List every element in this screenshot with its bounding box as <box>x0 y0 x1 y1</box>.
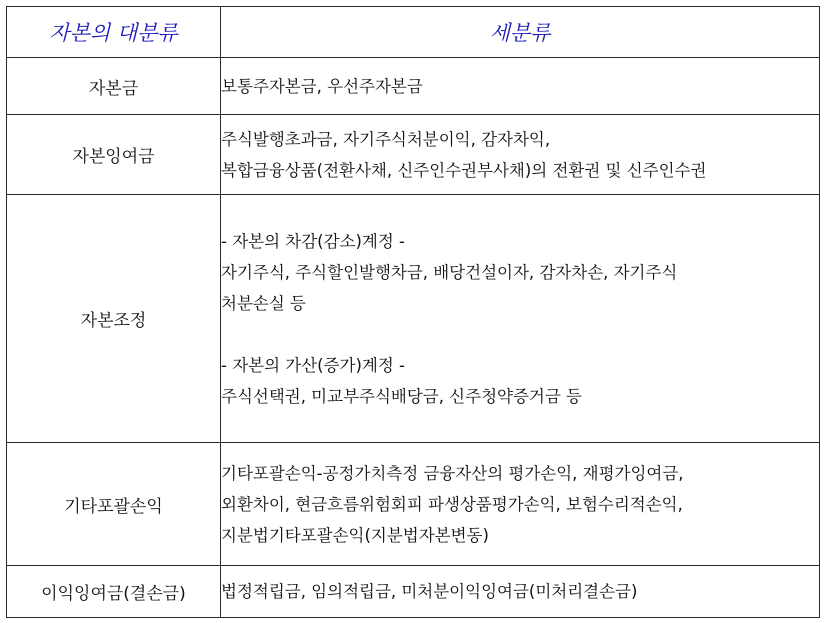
detail-line: 주식선택권, 미교부주식배당금, 신주청약증거금 등 <box>221 386 582 406</box>
detail-line: 보통주자본금, 우선주자본금 <box>221 76 423 96</box>
detail-line: 주식발행초과금, 자기주식처분이익, 감자차익, <box>221 129 551 149</box>
category-cell: 기타포괄손익 <box>7 443 221 566</box>
category-cell: 자본잉여금 <box>7 115 221 195</box>
detail-cell <box>221 58 820 115</box>
detail-line: 외환차이, 현금흐름위험회피 파생상품평가손익, 보험수리적손익, <box>221 494 683 514</box>
detail-line: 기타포괄손익-공정가치측정 금융자산의 평가손익, 재평가잉여금, <box>221 463 684 483</box>
detail-line: 복합금융상품(전환사채, 신주인수권부사채)의 전환권 및 신주인수권 <box>221 160 707 180</box>
detail-cell <box>221 195 820 443</box>
capital-classification-table <box>6 6 820 618</box>
table-row <box>7 58 820 115</box>
spacer <box>221 319 819 350</box>
header-row <box>7 7 820 58</box>
table-row <box>7 115 820 195</box>
detail-line: 법정적립금, 임의적립금, 미처분이익잉여금(미처리결손금) <box>221 582 638 601</box>
category-cell: 자본금 <box>7 58 221 115</box>
table-row <box>7 443 820 566</box>
detail-subheading: - 자본의 가산(증가)계정 - <box>221 355 405 375</box>
detail-cell <box>221 443 820 566</box>
table-row <box>7 195 820 443</box>
detail-line: 처분손실 등 <box>221 293 306 313</box>
category-cell: 자본조정 <box>7 195 221 443</box>
header-subcategory: 세분류 <box>221 7 820 58</box>
detail-line: 지분법기타포괄손익(지분법자본변동) <box>221 525 489 545</box>
table-row <box>7 566 820 618</box>
header-major-category: 자본의 대분류 <box>7 7 221 58</box>
detail-cell <box>221 115 820 195</box>
category-cell: 이익잉여금(결손금) <box>7 566 221 618</box>
detail-subheading: - 자본의 차감(감소)계정 - <box>221 231 405 251</box>
detail-line: 자기주식, 주식할인발행차금, 배당건설이자, 감자차손, 자기주식 <box>221 262 678 282</box>
detail-cell <box>221 566 820 618</box>
